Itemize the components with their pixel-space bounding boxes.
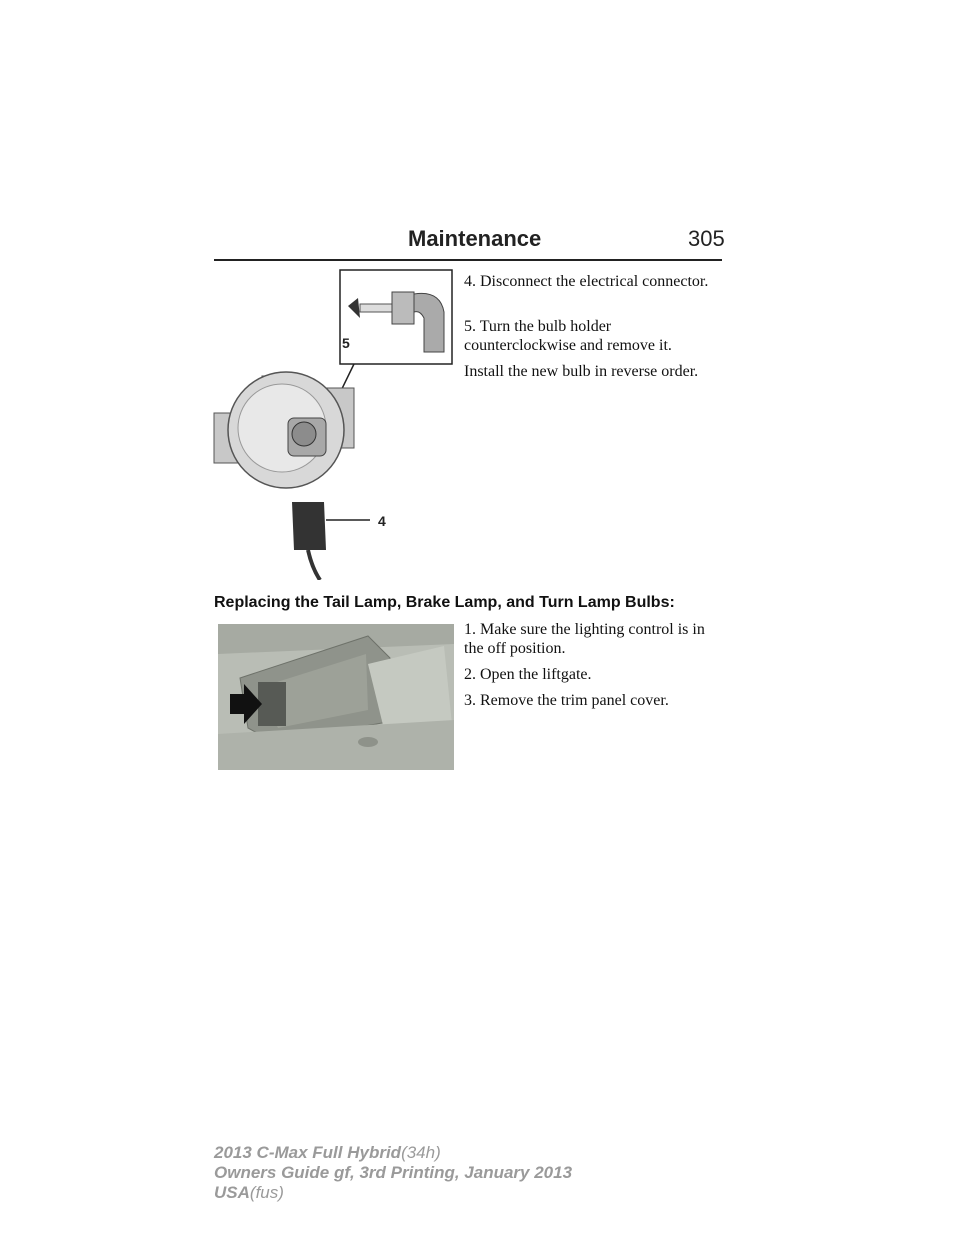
fog-step-install: Install the new bulb in reverse order. [464, 363, 699, 380]
footer-line-1 [214, 1143, 572, 1163]
trim-panel-cover [258, 682, 286, 726]
footer-line-2: Owners Guide gf, 3rd Printing, January 2013 [214, 1163, 573, 1182]
header-divider [214, 259, 722, 261]
cargo-area-photo [218, 624, 454, 770]
document-footer [214, 1143, 572, 1203]
tail-lamp-subheading: Replacing the Tail Lamp, Brake Lamp, and Turn Lamp Bulbs: [214, 594, 675, 611]
tail-step-2: 2. Open the liftgate. [464, 666, 592, 683]
fog-lamp-illustration [208, 268, 458, 580]
callout-5: 5 [342, 335, 350, 351]
footer-model-code: (34h) [401, 1143, 441, 1162]
tail-step-3: 3. Remove the trim panel cover. [464, 692, 669, 709]
page-number: 305 [688, 226, 725, 251]
fog-step-4: 4. Disconnect the electrical connector. [464, 273, 709, 290]
fog-step-5: 5. Turn the bulb holder counterclockwise and remove it. [464, 318, 672, 354]
footer-line-3 [214, 1183, 572, 1203]
electrical-connector-icon [292, 502, 326, 580]
footer-model: 2013 C-Max Full Hybrid [214, 1143, 402, 1162]
footer-market-code: (fus) [249, 1183, 284, 1202]
callout-4: 4 [378, 513, 386, 529]
fog-lamp-housing-icon [214, 372, 354, 488]
footer-market: USA [214, 1183, 250, 1202]
section-title: Maintenance [408, 226, 542, 251]
tail-step-1: 1. Make sure the lighting control is in the off position. [464, 621, 705, 657]
